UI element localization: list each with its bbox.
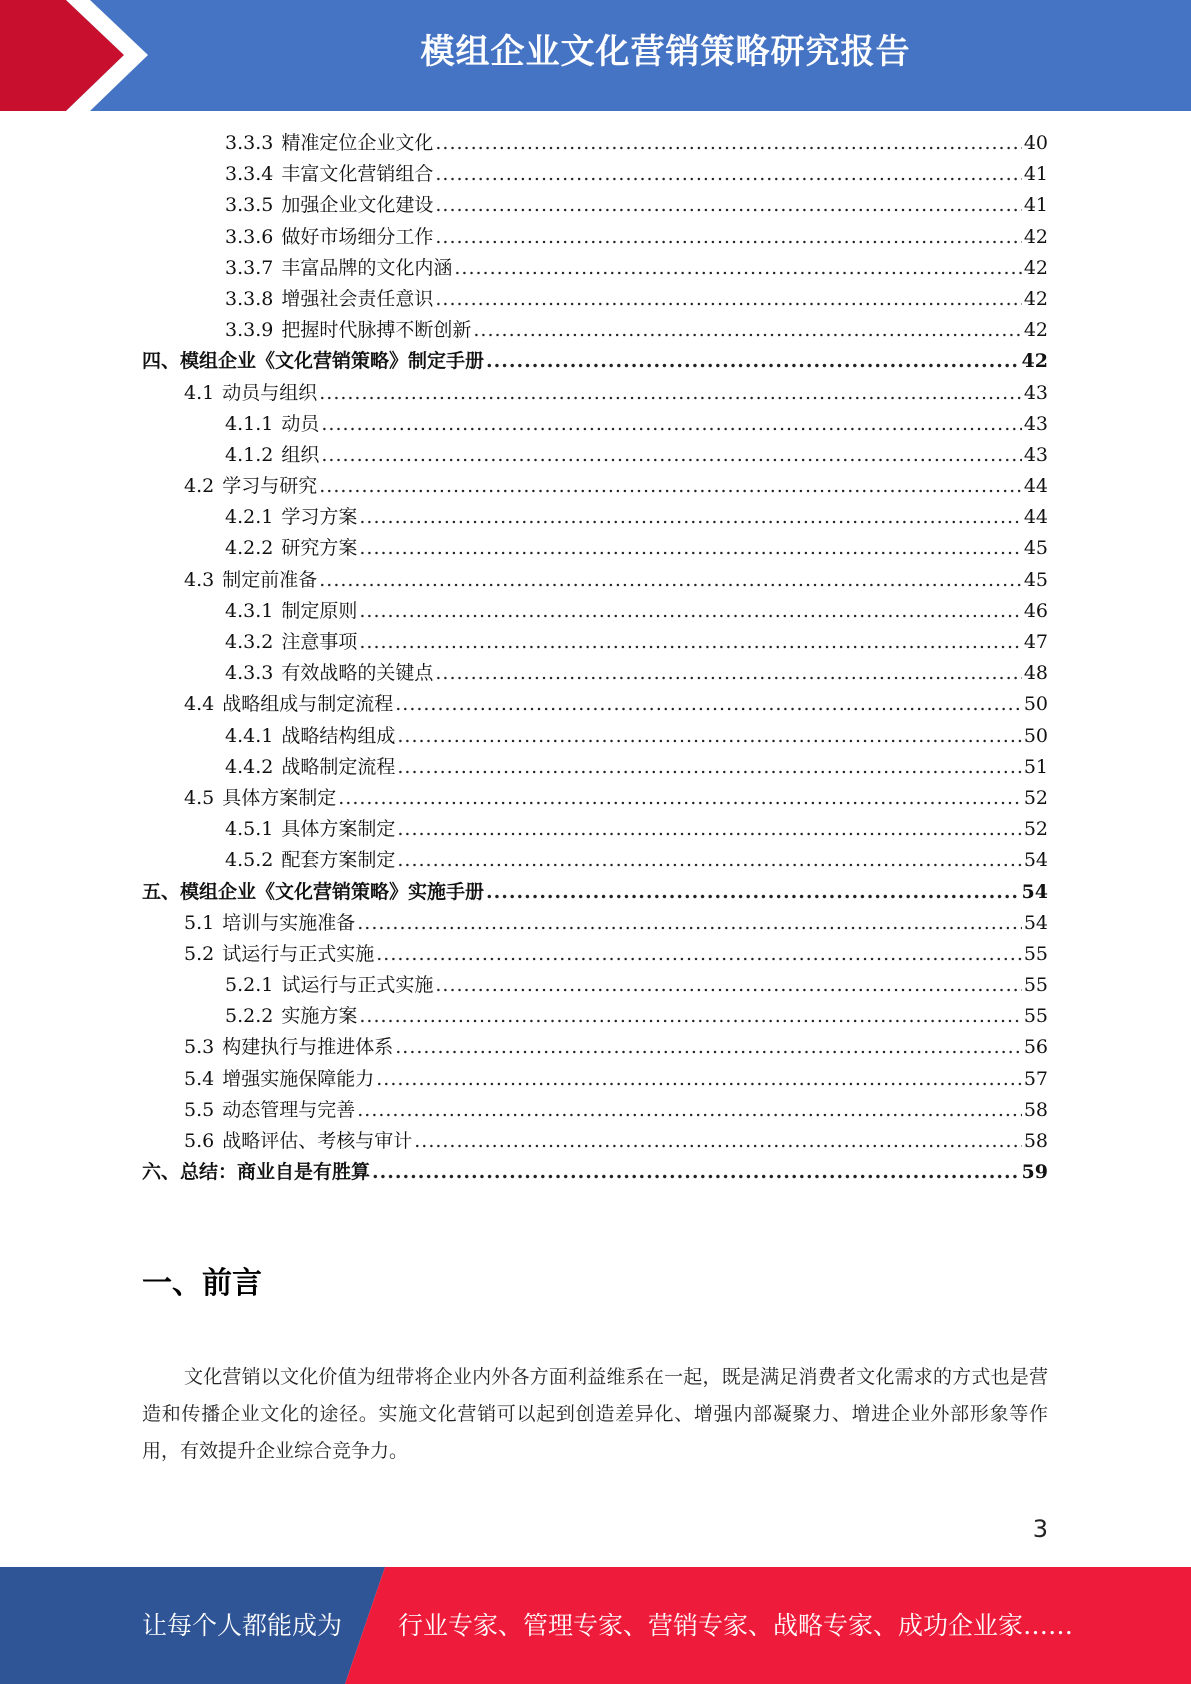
toc-leader-dots: [435, 222, 1021, 253]
toc-entry[interactable]: [142, 658, 1048, 689]
toc-leader-dots: [359, 1001, 1021, 1032]
toc-entry-title: 试运行与正式实施: [281, 974, 434, 997]
intro-paragraph: 文化营销以文化价值为纽带将企业内外各方面利益维系在一起，既是满足消费者文化需求的方式也是营造和传播企业文化的途径。实施文化营销可以起到创造差异化、增强内部凝聚力、增进企业外部形象等作用，有效提升企业综合竞争力。: [142, 1366, 1048, 1462]
toc-entry-title: 构建执行与推进体系: [222, 1036, 394, 1059]
toc-entry-number: 5.6: [184, 1130, 215, 1152]
toc-entry-title: 具体方案制定: [222, 786, 337, 809]
toc-leader-dots: [338, 783, 1022, 814]
toc-entry-page: 59: [1021, 1161, 1048, 1184]
toc-entry-page: 45: [1023, 568, 1048, 591]
toc-entry[interactable]: [142, 565, 1048, 596]
toc-entry-title: 五、模组企业《文化营销策略》实施手册: [142, 880, 485, 903]
toc-entry-title: 有效战略的关键点: [281, 662, 434, 685]
toc-entry-title: 研究方案: [281, 537, 358, 560]
toc-entry-number: 4.5.2: [225, 849, 274, 872]
toc-entry[interactable]: [142, 721, 1048, 752]
toc-leader-dots: [414, 1126, 1022, 1157]
toc-entry-page: 55: [1023, 1005, 1048, 1028]
toc-entry-page: 42: [1021, 350, 1048, 373]
toc-entry-label: [225, 533, 357, 564]
toc-entry-label: [184, 471, 317, 502]
toc-entry-number: 3.3.6: [225, 225, 274, 248]
toc-entry-title: 动员与组织: [222, 381, 318, 404]
toc-entry-number: 3.3.9: [225, 319, 274, 342]
toc-entry-number: 3.3.3: [225, 132, 274, 154]
toc-leader-dots: [486, 877, 1020, 908]
toc-leader-dots: [376, 1064, 1022, 1095]
toc-entry[interactable]: [142, 1064, 1048, 1095]
toc-entry[interactable]: [142, 1157, 1048, 1188]
toc-entry-label: [225, 752, 395, 783]
toc-entry-number: 4.5: [184, 786, 215, 809]
toc-entry-page: 42: [1023, 319, 1048, 342]
toc-entry-label: [225, 315, 471, 346]
toc-entry-number: 5.2: [184, 942, 215, 965]
toc-entry-label: [225, 970, 433, 1001]
toc-entry-label: [142, 1157, 370, 1188]
toc-entry-title: 制定前准备: [222, 568, 318, 591]
toc-entry[interactable]: [142, 1001, 1048, 1032]
toc-entry-label: [225, 190, 433, 221]
toc-entry-page: 58: [1023, 1098, 1048, 1121]
toc-entry-page: 52: [1023, 786, 1048, 809]
toc-entry-page: 55: [1023, 942, 1048, 965]
toc-entry-page: 44: [1023, 475, 1048, 498]
toc-leader-dots: [372, 1157, 1020, 1188]
toc-entry[interactable]: [142, 533, 1048, 564]
toc-entry[interactable]: [142, 908, 1048, 939]
toc-entry-number: 5.5: [184, 1098, 215, 1121]
toc-leader-dots: [435, 128, 1021, 159]
toc-leader-dots: [359, 502, 1021, 533]
toc-entry-page: 54: [1021, 880, 1048, 903]
toc-leader-dots: [435, 159, 1021, 190]
toc-entry-number: 4.5.1: [225, 818, 274, 841]
toc-leader-dots: [357, 1095, 1022, 1126]
toc-entry-page: 42: [1023, 256, 1048, 279]
toc-entry[interactable]: [142, 159, 1048, 190]
toc-entry[interactable]: [142, 409, 1048, 440]
toc-entry-label: [184, 689, 393, 720]
toc-entry[interactable]: [142, 1032, 1048, 1063]
toc-entry-label: [184, 1095, 355, 1126]
toc-leader-dots: [397, 845, 1021, 876]
toc-leader-dots: [359, 596, 1021, 627]
toc-entry[interactable]: [142, 783, 1048, 814]
toc-entry-title: 丰富文化营销组合: [281, 163, 434, 186]
toc-entry-page: 51: [1023, 755, 1048, 778]
page-footer: [0, 1567, 1191, 1684]
toc-entry-title: 战略评估、考核与审计: [222, 1130, 413, 1152]
toc-entry[interactable]: [142, 845, 1048, 876]
toc-entry-title: 配套方案制定: [281, 849, 396, 872]
toc-entry-number: 4.4.2: [225, 755, 274, 778]
toc-leader-dots: [435, 190, 1021, 221]
toc-entry-label: [225, 845, 395, 876]
toc-entry-number: 4.2: [184, 475, 215, 498]
toc-entry-page: 41: [1023, 194, 1048, 217]
toc-entry[interactable]: [142, 502, 1048, 533]
toc-entry[interactable]: [142, 877, 1048, 908]
toc-entry-page: 54: [1023, 849, 1048, 872]
toc-entry-page: 50: [1023, 724, 1048, 747]
toc-entry-title: 六、总结：商业自是有胜算: [142, 1161, 371, 1184]
toc-entry-label: [184, 1032, 393, 1063]
toc-entry-label: [184, 1126, 412, 1157]
toc-entry-number: 3.3.5: [225, 194, 274, 217]
toc-entry-title: 加强企业文化建设: [281, 194, 434, 217]
toc-entry-number: 5.1: [184, 911, 215, 934]
toc-entry-title: 试运行与正式实施: [222, 942, 375, 965]
toc-entry-label: [184, 565, 317, 596]
toc-entry-page: 47: [1023, 631, 1048, 653]
toc-entry-page: 43: [1023, 412, 1048, 435]
table-of-contents: [142, 128, 1048, 1188]
toc-entry-label: [184, 378, 317, 409]
toc-leader-dots: [357, 908, 1022, 939]
toc-entry-label: [225, 409, 319, 440]
toc-leader-dots: [435, 970, 1021, 1001]
toc-entry-title: 丰富品牌的文化内涵: [281, 256, 453, 279]
toc-entry-page: 40: [1023, 132, 1048, 154]
footer-slogan-right: 行业专家、管理专家、营销专家、战略专家、成功企业家……: [398, 1611, 1074, 1640]
toc-entry-label: [225, 284, 433, 315]
toc-entry-label: [225, 440, 319, 471]
toc-entry-title: 组织: [281, 443, 320, 466]
toc-entry-title: 培训与实施准备: [222, 911, 356, 934]
toc-entry[interactable]: [142, 814, 1048, 845]
footer-slogan-left: 让每个人都能成为: [142, 1611, 343, 1640]
toc-entry-page: 46: [1023, 599, 1048, 622]
toc-leader-dots: [395, 689, 1022, 720]
toc-entry-label: [225, 596, 357, 627]
toc-entry[interactable]: [142, 128, 1048, 159]
toc-entry[interactable]: [142, 190, 1048, 221]
toc-leader-dots: [397, 721, 1021, 752]
toc-entry[interactable]: [142, 346, 1048, 377]
toc-entry-label: [225, 253, 452, 284]
toc-entry-number: 5.3: [184, 1036, 215, 1059]
page-number: 3: [1032, 1515, 1048, 1543]
toc-entry-title: 精准定位企业文化: [281, 132, 434, 154]
toc-leader-dots: [473, 315, 1021, 346]
toc-entry-label: [225, 502, 357, 533]
toc-entry[interactable]: [142, 1126, 1048, 1157]
toc-entry-label: [225, 814, 395, 845]
toc-leader-dots: [486, 346, 1020, 377]
toc-entry-label: [225, 721, 395, 752]
toc-entry-number: 4.4: [184, 693, 215, 716]
toc-leader-dots: [321, 409, 1021, 440]
toc-entry-label: [225, 159, 433, 190]
toc-entry-label: [184, 939, 374, 970]
toc-entry[interactable]: [142, 939, 1048, 970]
toc-entry-page: 48: [1023, 662, 1048, 685]
toc-entry-label: [225, 1001, 357, 1032]
toc-entry-number: 3.3.7: [225, 256, 274, 279]
toc-entry-title: 做好市场细分工作: [281, 225, 434, 248]
toc-entry-title: 增强社会责任意识: [281, 287, 434, 310]
toc-entry-title: 制定原则: [281, 599, 358, 622]
toc-entry-page: 52: [1023, 818, 1048, 841]
toc-leader-dots: [376, 939, 1022, 970]
toc-entry-title: 动员: [281, 412, 320, 435]
toc-entry-number: 5.4: [184, 1067, 215, 1090]
toc-entry-number: 4.3: [184, 568, 215, 591]
toc-entry[interactable]: [142, 222, 1048, 253]
toc-entry-page: 55: [1023, 974, 1048, 997]
toc-entry-number: 4.1.1: [225, 412, 274, 435]
toc-entry-number: 4.3.3: [225, 662, 274, 685]
toc-entry-title: 实施方案: [281, 1005, 358, 1028]
toc-entry-number: 4.1: [184, 381, 215, 404]
toc-leader-dots: [435, 658, 1021, 689]
toc-entry[interactable]: [142, 253, 1048, 284]
toc-entry-page: 57: [1023, 1067, 1048, 1090]
toc-entry-page: 41: [1023, 163, 1048, 186]
toc-entry-number: 4.2.2: [225, 537, 274, 560]
toc-entry-page: 42: [1023, 287, 1048, 310]
section-title: 一、前言: [142, 1266, 262, 1301]
toc-entry-title: 学习与研究: [222, 475, 318, 498]
toc-entry-number: 3.3.8: [225, 287, 274, 310]
toc-entry[interactable]: [142, 440, 1048, 471]
toc-entry-page: 56: [1023, 1036, 1048, 1059]
toc-leader-dots: [319, 471, 1022, 502]
toc-entry[interactable]: [142, 378, 1048, 409]
toc-entry-label: [142, 346, 484, 377]
toc-entry-label: [184, 1064, 374, 1095]
toc-entry-page: 45: [1023, 537, 1048, 560]
toc-leader-dots: [359, 627, 1021, 658]
toc-entry-label: [225, 658, 433, 689]
toc-entry-page: 54: [1023, 911, 1048, 934]
toc-entry-page: 43: [1023, 381, 1048, 404]
toc-entry-number: 4.2.1: [225, 506, 274, 529]
toc-entry-page: 44: [1023, 506, 1048, 529]
toc-entry[interactable]: [142, 689, 1048, 720]
toc-entry-title: 具体方案制定: [281, 818, 396, 841]
toc-entry-number: 4.3.2: [225, 631, 274, 653]
toc-entry-title: 四、模组企业《文化营销策略》制定手册: [142, 350, 485, 373]
toc-leader-dots: [359, 533, 1021, 564]
toc-leader-dots: [395, 1032, 1022, 1063]
toc-leader-dots: [319, 565, 1022, 596]
toc-entry-page: 50: [1023, 693, 1048, 716]
toc-entry-page: 43: [1023, 443, 1048, 466]
toc-entry[interactable]: [142, 970, 1048, 1001]
toc-entry-page: 42: [1023, 225, 1048, 248]
toc-entry-title: 动态管理与完善: [222, 1098, 356, 1121]
toc-entry-number: 5.2.1: [225, 974, 274, 997]
toc-entry-label: [225, 222, 433, 253]
report-title: 模组企业文化营销策略研究报告: [420, 32, 911, 72]
toc-entry-number: 4.1.2: [225, 443, 274, 466]
toc-entry-title: 战略组成与制定流程: [222, 693, 394, 716]
page-header: [0, 0, 1191, 111]
toc-entry-label: [142, 877, 484, 908]
toc-entry-number: 5.2.2: [225, 1005, 274, 1028]
toc-entry[interactable]: [142, 627, 1048, 658]
toc-entry-number: 3.3.4: [225, 163, 274, 186]
toc-entry-label: [225, 128, 433, 159]
toc-entry[interactable]: [142, 596, 1048, 627]
toc-entry-title: 战略结构组成: [281, 724, 396, 747]
toc-entry[interactable]: [142, 284, 1048, 315]
toc-entry-title: 把握时代脉搏不断创新: [281, 319, 472, 342]
toc-entry-title: 战略制定流程: [281, 755, 396, 778]
toc-entry-title: 注意事项: [281, 631, 358, 653]
toc-entry[interactable]: [142, 315, 1048, 346]
toc-leader-dots: [397, 814, 1021, 845]
toc-entry-title: 学习方案: [281, 506, 358, 529]
toc-entry[interactable]: [142, 752, 1048, 783]
toc-entry-label: [184, 783, 336, 814]
toc-entry-page: 58: [1023, 1130, 1048, 1152]
toc-leader-dots: [319, 378, 1022, 409]
toc-entry[interactable]: [142, 471, 1048, 502]
toc-entry-label: [184, 908, 355, 939]
toc-entry-title: 增强实施保障能力: [222, 1067, 375, 1090]
toc-leader-dots: [454, 253, 1021, 284]
toc-leader-dots: [321, 440, 1021, 471]
toc-entry[interactable]: [142, 1095, 1048, 1126]
toc-entry-label: [225, 627, 357, 658]
toc-entry-number: 4.4.1: [225, 724, 274, 747]
toc-entry-number: 4.3.1: [225, 599, 274, 622]
toc-leader-dots: [435, 284, 1021, 315]
toc-leader-dots: [397, 752, 1021, 783]
